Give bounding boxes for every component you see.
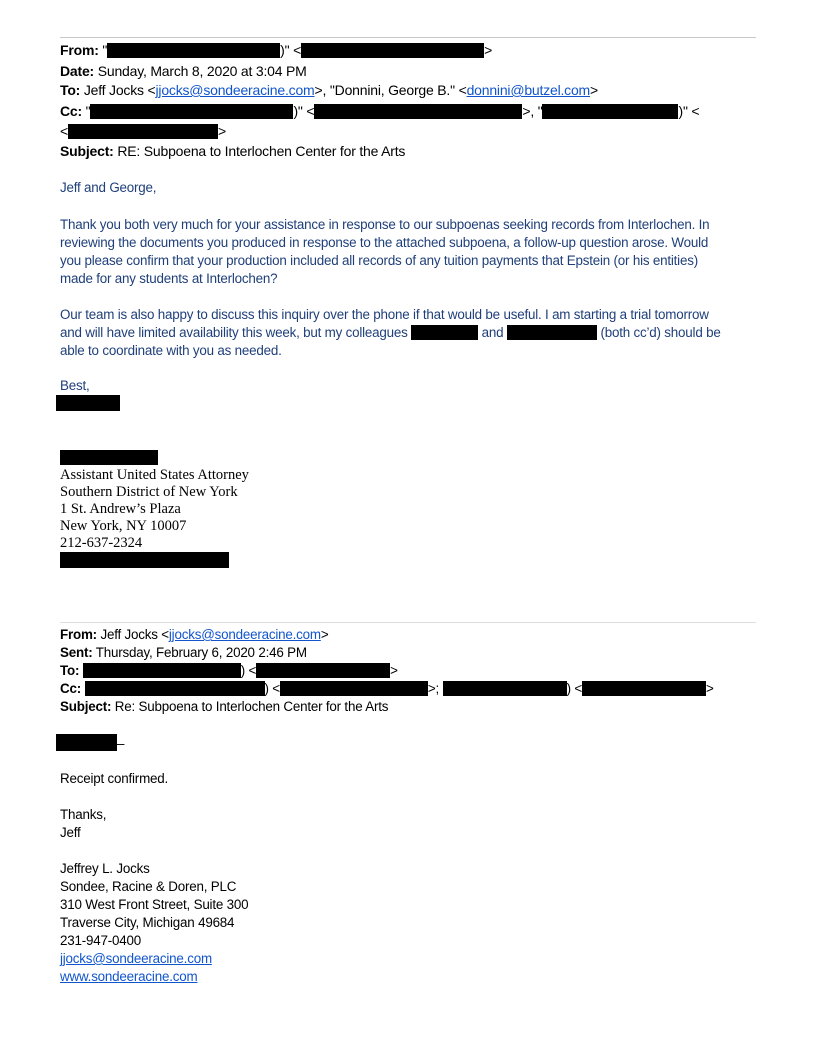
divider (60, 37, 756, 38)
redaction (256, 663, 390, 678)
email2-to: To: ) < > (60, 663, 398, 678)
website-link[interactable]: www.sondeeracine.com (60, 969, 198, 984)
redaction (542, 104, 678, 119)
redaction (107, 43, 280, 58)
signature-line: 310 West Front Street, Suite 300 (60, 897, 249, 912)
closing: Thanks, (60, 807, 107, 822)
body-line: and will have limited availability this week, but my colleagues and (both cc’d) should be (60, 325, 721, 340)
divider (60, 622, 756, 623)
email1-cc-cont: < > (60, 123, 226, 139)
email1-cc: Cc: " )" < >, " )" < (60, 103, 700, 119)
redaction (85, 681, 265, 696)
redaction (56, 395, 120, 411)
greeting: Jeff and George, (60, 180, 157, 195)
body-line: made for any students at Interlochen? (60, 271, 278, 286)
redaction (280, 681, 428, 696)
signature-line: 212-637-2324 (60, 535, 143, 551)
redaction (314, 104, 522, 119)
body-line: Thank you both very much for your assistance in response to our subpoenas seeking records from Interlochen. In (60, 217, 710, 232)
body-line: Our team is also happy to discuss this inquiry over the phone if that would be useful. I am starting a trial tomorrow (60, 307, 709, 322)
email-link[interactable]: jjocks@sondeeracine.com (60, 951, 212, 966)
salutation: – (56, 734, 124, 751)
email1-date: Date: Sunday, March 8, 2020 at 3:04 PM (60, 63, 307, 79)
signature-line: Sondee, Racine & Doren, PLC (60, 879, 237, 894)
redaction (60, 450, 158, 465)
email-link[interactable]: jjocks@sondeeracine.com (155, 82, 315, 98)
redaction (301, 43, 484, 58)
body-line: you please confirm that your production included all records of any tuition payments that Epstein (or his entities) (60, 253, 698, 268)
email-link[interactable]: jjocks@sondeeracine.com (168, 627, 321, 642)
email-link[interactable]: donnini@butzel.com (466, 82, 591, 98)
redaction (90, 104, 293, 119)
sender-name: Jeff (60, 825, 81, 840)
email2-subject: Subject: Re: Subpoena to Interlochen Center for the Arts (60, 699, 389, 714)
redaction (443, 681, 567, 696)
signature-line: Southern District of New York (60, 484, 238, 500)
signature-line: 1 St. Andrew’s Plaza (60, 501, 181, 517)
redaction (582, 681, 706, 696)
signature-line: Jeffrey L. Jocks (60, 861, 150, 876)
redaction (411, 325, 478, 340)
email1-from: From: " )" < > (60, 42, 493, 58)
email2-from: From: Jeff Jocks <jjocks@sondeeracine.com> (60, 627, 329, 642)
signature-line: Traverse City, Michigan 49684 (60, 915, 235, 930)
redaction (68, 124, 218, 139)
body-line: Receipt confirmed. (60, 771, 169, 786)
email2-cc: Cc: ) < >; ) < > (60, 681, 714, 696)
email2-sent: Sent: Thursday, February 6, 2020 2:46 PM (60, 645, 307, 660)
email1-subject: Subject: RE: Subpoena to Interlochen Center for the Arts (60, 143, 406, 159)
body-line: able to coordinate with you as needed. (60, 343, 282, 358)
redaction (83, 663, 241, 678)
redaction (507, 325, 597, 340)
redaction (60, 552, 229, 568)
redaction (56, 734, 117, 751)
body-line: reviewing the documents you produced in response to the attached subpoena, a follow-up question arose. Would (60, 235, 709, 250)
closing: Best, (60, 378, 90, 393)
email1-to: To: Jeff Jocks <jjocks@sondeeracine.com>, "Donnini, George B." <donnini@butzel.com> (60, 82, 599, 98)
signature-line: Assistant United States Attorney (60, 467, 249, 483)
signature-line: 231-947-0400 (60, 933, 141, 948)
signature-line: New York, NY 10007 (60, 518, 187, 534)
